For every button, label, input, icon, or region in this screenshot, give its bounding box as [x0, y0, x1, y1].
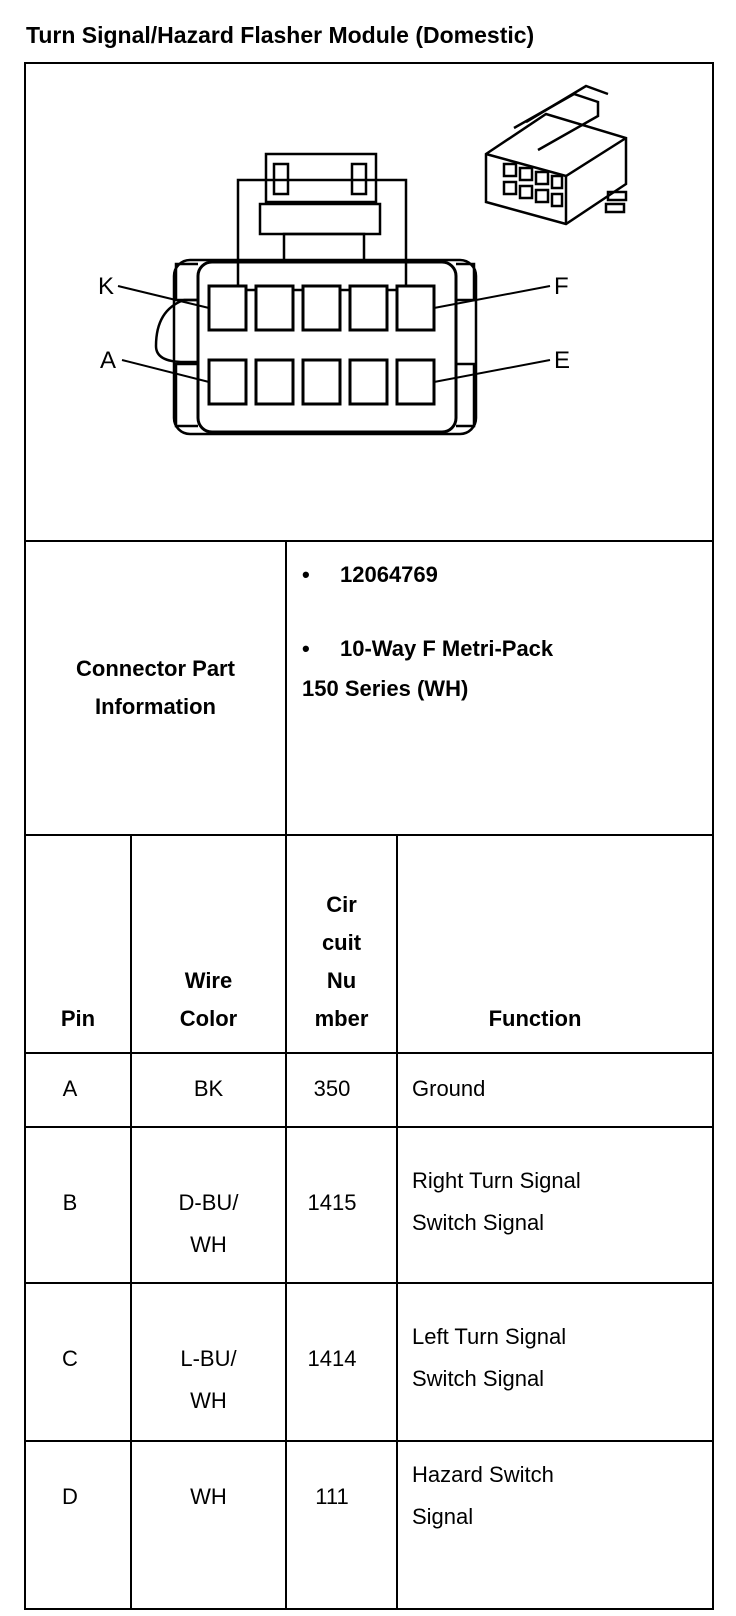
- row-a-circuit: 350: [313, 1076, 351, 1101]
- connector-info-label: [26, 650, 285, 726]
- pin-label-k: K: [98, 273, 115, 300]
- row-c-circuit: 1414: [307, 1346, 357, 1371]
- header-circuit-line1: Cir: [326, 892, 357, 917]
- rule-row-b: [24, 1282, 714, 1284]
- row-c-wire-line2: WH: [190, 1388, 227, 1413]
- pin-cavities: [209, 286, 434, 404]
- row-c-wire-line1: L-BU/: [180, 1346, 237, 1371]
- row-b-wire: [132, 1182, 285, 1266]
- row-d-function-line2: Signal: [412, 1504, 474, 1529]
- rule-diagram-bottom: [24, 540, 714, 542]
- header-circuit-line4: mber: [314, 1006, 369, 1031]
- row-b-function-line2: Switch Signal: [412, 1210, 545, 1235]
- pin-label-a: A: [100, 347, 117, 374]
- row-b-function-line1: Right Turn Signal: [412, 1168, 581, 1193]
- rule-info-bottom: [24, 834, 714, 836]
- header-wire-color-line1: Wire: [184, 968, 233, 993]
- connector-diagram: [26, 64, 712, 540]
- rule-header-bottom: [24, 1052, 714, 1054]
- header-wire-color: [132, 962, 285, 1038]
- header-circuit-number: [287, 886, 396, 1038]
- row-c-function: [412, 1316, 566, 1400]
- page-title: Turn Signal/Hazard Flasher Module (Domestic): [26, 22, 535, 48]
- connector-3d-view: [486, 86, 626, 224]
- description-line2: 150 Series (WH): [302, 676, 469, 701]
- row-d-circuit: 111: [315, 1484, 349, 1509]
- row-c-pin: C: [62, 1346, 78, 1371]
- rule-row-c: [24, 1440, 714, 1442]
- header-pin: Pin: [60, 1006, 96, 1031]
- header-function: Function: [488, 1006, 582, 1031]
- row-c-wire: [132, 1338, 285, 1422]
- connector-info-label-line1: Connector Part: [76, 656, 235, 681]
- row-a-pin: A: [62, 1076, 78, 1101]
- description-line1: 10-Way F Metri-Pack: [340, 636, 554, 661]
- row-c-function-line2: Switch Signal: [412, 1366, 545, 1391]
- row-b-wire-line1: D-BU/: [178, 1190, 239, 1215]
- row-b-wire-line2: WH: [190, 1232, 227, 1257]
- header-wire-color-line2: Color: [179, 1006, 238, 1031]
- row-d-pin: D: [62, 1484, 78, 1509]
- row-b-function: [412, 1160, 581, 1244]
- header-circuit-line3: Nu: [326, 968, 357, 993]
- row-b-pin: B: [62, 1190, 78, 1215]
- connector-info-label-line2: Information: [95, 694, 216, 719]
- part-number-bullet: •: [302, 562, 310, 587]
- description-bullet: •: [302, 636, 310, 661]
- header-circuit-line2: cuit: [321, 930, 362, 955]
- row-b-circuit: 1415: [307, 1190, 357, 1215]
- rule-col-circuit: [396, 834, 398, 1610]
- row-a-function: Ground: [412, 1076, 486, 1101]
- row-d-function: [412, 1454, 554, 1538]
- row-d-wire: WH: [190, 1484, 227, 1509]
- row-c-function-line1: Left Turn Signal: [412, 1324, 567, 1349]
- row-d-function-line1: Hazard Switch: [412, 1462, 554, 1487]
- row-a-wire: BK: [193, 1076, 224, 1101]
- rule-row-a: [24, 1126, 714, 1128]
- part-number: 12064769: [340, 562, 438, 587]
- pin-label-e: E: [554, 347, 571, 374]
- pin-label-f: F: [554, 273, 569, 300]
